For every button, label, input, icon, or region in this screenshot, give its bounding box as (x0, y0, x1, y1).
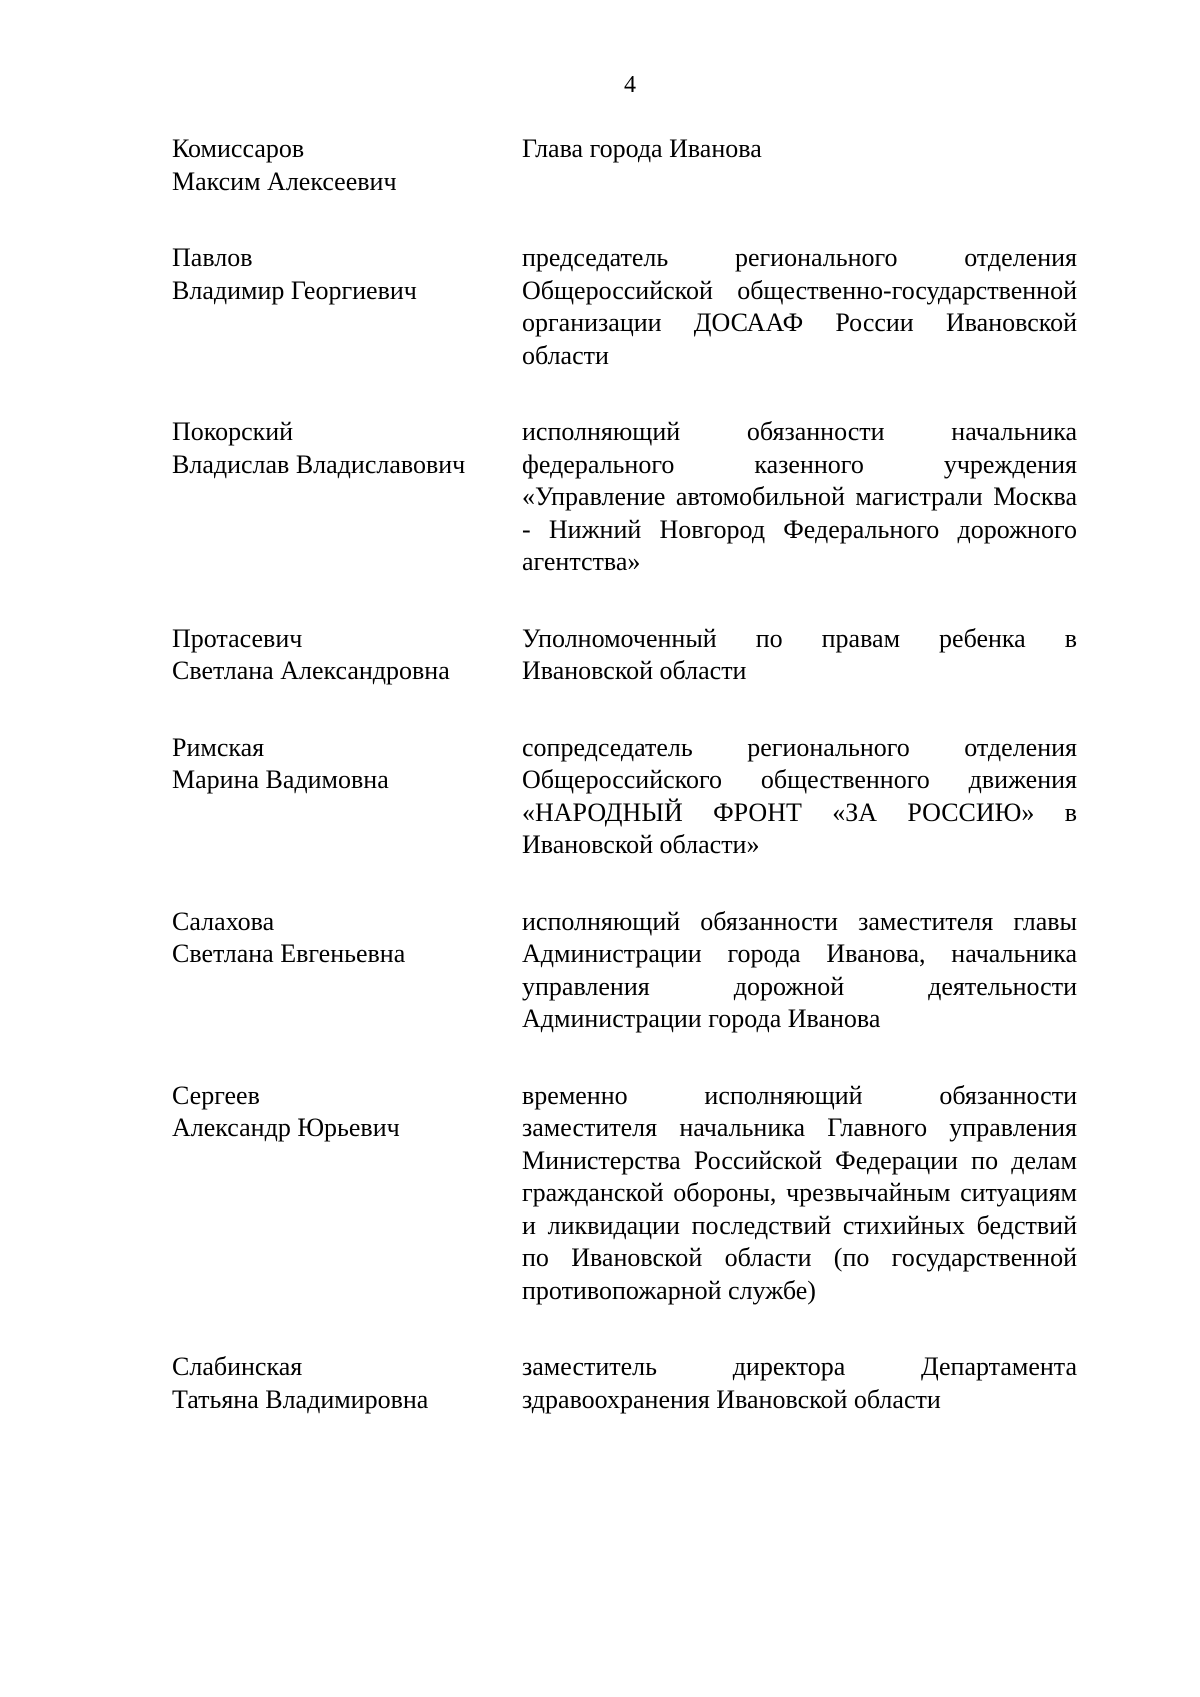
member-surname: Протасевич (172, 623, 303, 653)
member-name (172, 1080, 522, 1308)
list-item (172, 1351, 1077, 1416)
member-given-names: Марина Вадимовна (172, 765, 389, 794)
list-item (172, 732, 1077, 862)
member-given-names: Светлана Александровна (172, 656, 450, 685)
member-surname: Сергеев (172, 1080, 260, 1110)
member-surname: Слабинская (172, 1352, 303, 1381)
member-name (172, 242, 522, 372)
member-given-names: Татьяна Владимировна (172, 1384, 429, 1414)
member-position: исполняющий обязанности начальника федерального казенного учреждения «Управление автомобильной магистрали Москва - Нижний Новгород Федерального дорожного агентства» (522, 417, 1077, 576)
member-surname: Павлов (172, 243, 253, 272)
member-position: заместитель директора Департамента здравоохранения Ивановской области (522, 1352, 1077, 1414)
member-position: Уполномоченный по правам ребенка в Ивановской области (522, 623, 1077, 685)
member-position: временно исполняющий обязанности заместителя начальника Главного управления Министерства Российской Федерации по делам гражданской обороны, чрезвычайным ситуациям и ликвидации последствий стихийных бедствий по Ивановской области (по государственной противопожарной службе) (522, 1080, 1077, 1305)
member-given-names: Владислав Владиславович (172, 449, 466, 479)
member-surname: Салахова (172, 906, 275, 936)
member-position: Глава города Иванова (522, 134, 762, 163)
page-number: 4 (624, 72, 636, 98)
list-item (172, 623, 1077, 688)
member-position: исполняющий обязанности заместителя главы Администрации города Иванова, начальника управления дорожной деятельности Администрации города Иванова (522, 906, 1077, 1033)
member-given-names: Владимир Георгиевич (172, 275, 417, 305)
member-given-names: Александр Юрьевич (172, 1113, 400, 1142)
list-item (172, 242, 1077, 372)
member-name (172, 623, 522, 688)
member-surname: Римская (172, 732, 265, 762)
list-item (172, 1080, 1077, 1308)
member-name (172, 416, 522, 579)
member-surname: Покорский (172, 417, 294, 446)
member-name (172, 133, 522, 198)
member-list (172, 133, 1077, 1460)
member-position: председатель регионального отделения Общероссийской общественно-государственной организации ДОСААФ России Ивановской области (522, 243, 1077, 370)
member-name (172, 906, 522, 1036)
member-name (172, 1351, 522, 1416)
list-item (172, 416, 1077, 579)
list-item (172, 906, 1077, 1036)
member-given-names: Максим Алексеевич (172, 166, 397, 196)
member-position: сопредседатель регионального отделения Общероссийского общественного движения «НАРОДНЫЙ ФРОНТ «ЗА РОССИЮ» в Ивановской области» (522, 732, 1077, 859)
list-item (172, 133, 1077, 198)
member-name (172, 732, 522, 862)
member-given-names: Светлана Евгеньевна (172, 939, 406, 968)
member-surname: Комиссаров (172, 134, 305, 163)
